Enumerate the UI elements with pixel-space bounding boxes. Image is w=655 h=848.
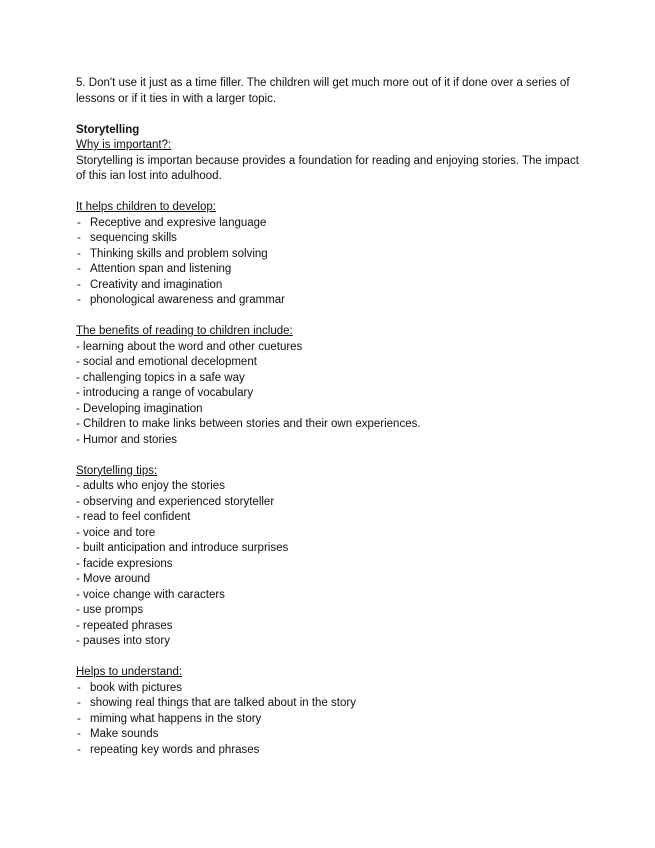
list-item: - Developing imagination — [76, 402, 203, 415]
list-item: - Receptive and expresive language — [76, 216, 591, 232]
list-item: - facide expresions — [76, 557, 173, 570]
understand-list — [76, 681, 591, 759]
list-item: - repeated phrases — [76, 619, 173, 632]
list-item: - social and emotional decelopment — [76, 356, 257, 368]
document-page — [76, 76, 591, 758]
tips-list — [76, 479, 591, 650]
list-item: - read to feel confident — [76, 511, 191, 523]
list-item: - introducing a range of vocabulary — [76, 387, 254, 399]
list-item: - sequencing skills — [76, 231, 591, 247]
list-item: - Humor and stories — [76, 433, 177, 446]
list-item: - observing and experienced storyteller — [76, 495, 275, 508]
intro-point-5: 5. Don't use it just as a time filler. The children will get much more out of it if done over a series of lessons or if it ties in with a larger topic. — [76, 77, 570, 105]
list-item: - Thinking skills and problem solving — [76, 247, 591, 263]
list-item: - adults who enjoy the stories — [76, 480, 225, 492]
tips-heading: Storytelling tips: — [76, 464, 158, 477]
list-item: - phonological awareness and grammar — [76, 293, 591, 309]
why-important-text: Storytelling is importan because provides a foundation for reading and enjoying stories. The impact of this ian lost into adulhood. — [76, 154, 579, 182]
benefits-heading: The benefits of reading to children include: — [76, 325, 293, 337]
list-item: - Attention span and listening — [76, 262, 591, 278]
list-item: - voice and tore — [76, 526, 156, 539]
list-item: - challenging topics in a safe way — [76, 371, 245, 384]
develop-list — [76, 216, 591, 309]
list-item: - book with pictures — [76, 681, 591, 697]
list-item: - Move around — [76, 573, 151, 585]
list-item: - showing real things that are talked about in the story — [76, 696, 591, 712]
develop-heading: It helps children to develop: — [76, 201, 217, 213]
list-item: - miming what happens in the story — [76, 712, 591, 728]
section-title-storytelling: Storytelling — [76, 123, 140, 136]
why-important-heading: Why is important?: — [76, 139, 172, 151]
benefits-list — [76, 340, 591, 449]
understand-heading: Helps to understand: — [76, 666, 183, 678]
list-item: - built anticipation and introduce surprises — [76, 542, 289, 554]
list-item: - Creativity and imagination — [76, 278, 591, 294]
list-item: - repeating key words and phrases — [76, 743, 591, 759]
list-item: - Children to make links between stories and their own experiences. — [76, 418, 421, 430]
list-item: - use promps — [76, 604, 144, 616]
list-item: - learning about the word and other cuetures — [76, 340, 303, 353]
list-item: - voice change with caracters — [76, 588, 225, 601]
list-item: - pauses into story — [76, 635, 170, 647]
list-item: - Make sounds — [76, 727, 591, 743]
